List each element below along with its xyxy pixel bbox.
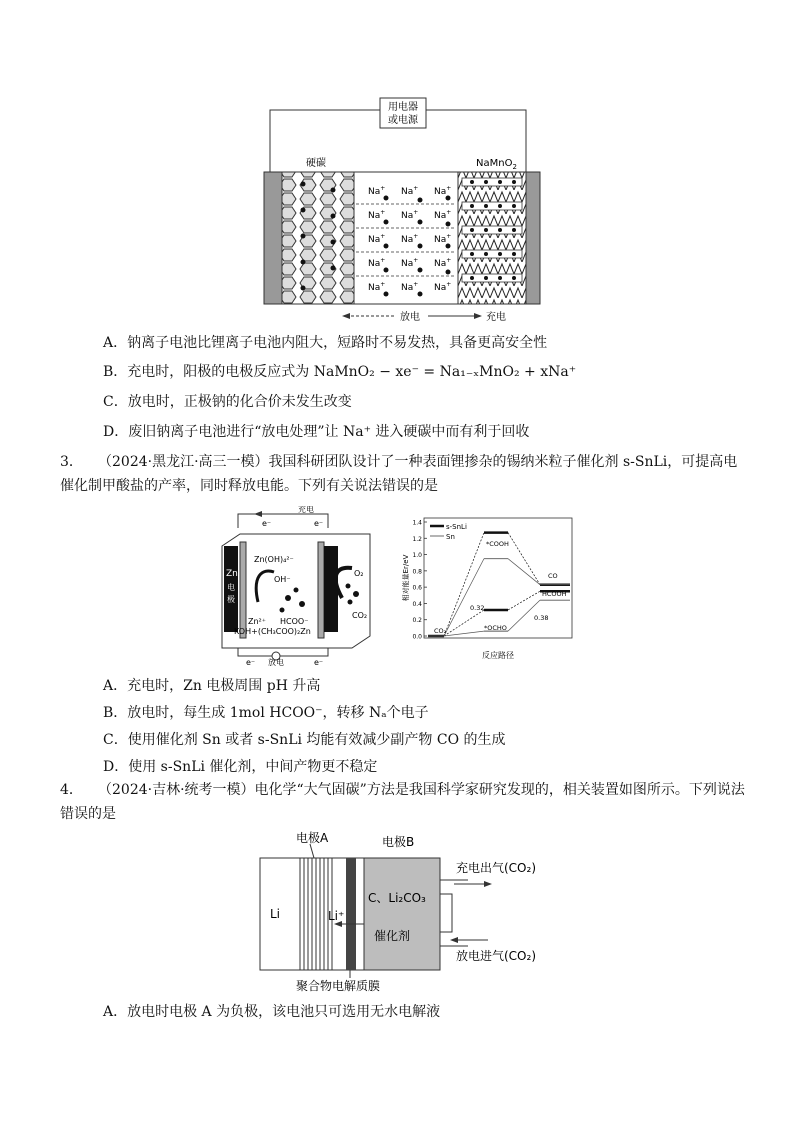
co2-label: CO₂ — [352, 611, 368, 620]
x-axis-label: 反应路径 — [482, 651, 514, 660]
electron-label: e⁻ — [314, 519, 324, 528]
electrolyte-label: KOH+(CH₃COO)₂Zn — [234, 627, 311, 636]
na-ion: Na+ — [434, 185, 452, 197]
na-ion: Na+ — [368, 233, 386, 245]
charge-out-label: 充电出气(CO₂) — [456, 861, 536, 875]
discharge-label: 放电 — [400, 312, 420, 323]
na-ion: Na+ — [401, 233, 419, 245]
na-ion: Na+ — [434, 281, 452, 293]
na-ion: Na+ — [401, 281, 419, 293]
discharge-in-label: 放电进气(CO₂) — [456, 949, 536, 963]
question-text: （2024·黑龙江·高三一模）我国科研团队设计了一种表面锂掺杂的锡纳米粒子催化剂 s-SnLi，可提高电催化制甲酸盐的产率，同时释放电能。下列有关说法错误的是 — [60, 454, 738, 494]
chart-annotation: 0.38 — [534, 614, 549, 622]
figure-sodium-battery — [258, 94, 548, 326]
q2-option-b: B．充电时，阳极的电极反应式为 NaMnO₂ − xe⁻ = Na₁₋ₓMnO₂ + xNa⁺ — [103, 364, 577, 380]
chart-annotation: CO — [548, 572, 558, 580]
y-axis-label: 相对能量Er/eV — [402, 554, 410, 602]
chart-annotation: *OCHO — [484, 624, 507, 632]
na-ion: Na+ — [368, 209, 386, 221]
na-ion: Na+ — [368, 281, 386, 293]
chart-annotation: CO₂ — [434, 627, 447, 635]
electron-label: e⁻ — [246, 658, 256, 666]
charge-label: 充电 — [486, 312, 506, 323]
y-tick-label: 1.2 — [412, 535, 422, 543]
y-tick-label: 1.4 — [412, 519, 422, 527]
y-tick-label: 0.8 — [412, 568, 422, 576]
na-ion: Na+ — [401, 209, 419, 221]
legend-s-snli: s-SnLi — [446, 523, 467, 531]
chart-annotation: 0.32 — [470, 604, 485, 612]
membrane-label: 聚合物电解质膜 — [296, 979, 381, 993]
na-ion: Na+ — [434, 257, 452, 269]
electrode-b-label: 电极B — [382, 835, 415, 849]
q3-option-c: C．使用催化剂 Sn 或者 s-SnLi 均能有效减少副产物 CO 的生成 — [103, 732, 506, 748]
hcoo-label: HCOO⁻ — [280, 617, 309, 626]
y-tick-label: 0.6 — [412, 584, 422, 592]
na-ion: Na+ — [368, 257, 386, 269]
q2-option-a: A．钠离子电池比锂离子电池内阻大，短路时不易发热，具备更高安全性 — [103, 335, 548, 351]
y-tick-label: 0.4 — [412, 600, 422, 608]
q2-option-c: C．放电时，正极钠的化合价未发生改变 — [103, 394, 352, 410]
namno2-label: NaMnO$_2$ — [476, 158, 517, 171]
device-label-2: 或电源 — [388, 115, 418, 126]
zn-label: Zn — [226, 569, 238, 579]
question-text: （2024·吉林·统考一模）电化学“大气固碳”方法是我国科学家研究发现的，相关装置如图所示。下列说法错误的是 — [60, 782, 745, 822]
energy-chart-svg — [400, 512, 576, 662]
electrode-label-1: 电 — [227, 583, 235, 592]
li-label: Li — [270, 907, 281, 921]
electron-label: e⁻ — [314, 658, 324, 666]
y-tick-label: 1.0 — [412, 552, 422, 560]
question-3 — [60, 450, 750, 498]
question-number: 4． — [60, 782, 83, 798]
device-label-1: 用电器 — [388, 102, 418, 113]
q3-option-a: A．充电时，Zn 电极周围 pH 升高 — [103, 678, 321, 694]
legend-sn: Sn — [446, 533, 455, 541]
na-ion: Na+ — [368, 185, 386, 197]
electron-label: e⁻ — [262, 519, 272, 528]
li-ion-label: Li⁺ — [328, 909, 345, 923]
q2-option-d: D．废旧钠离子电池进行“放电处理”让 Na⁺ 进入硬碳中而有利于回收 — [103, 424, 530, 440]
na-ion: Na+ — [434, 209, 452, 221]
cathode-material-label: C、Li₂CO₃ — [368, 891, 426, 905]
zn2-label: Zn²⁺ — [248, 617, 266, 626]
energy-chart — [400, 512, 576, 662]
q3-option-d: D．使用 s-SnLi 催化剂，中间产物更不稳定 — [103, 759, 378, 775]
hard-carbon-label: 硬碳 — [306, 158, 326, 169]
figure-zn-battery — [218, 506, 390, 666]
question-4 — [60, 778, 750, 826]
chart-annotation: HCOOH — [542, 590, 567, 598]
discharge-label: 放电 — [268, 658, 284, 666]
na-ion: Na+ — [434, 233, 452, 245]
q4-option-a: A．放电时电极 A 为负极，该电池只可选用无水电解液 — [103, 1004, 441, 1020]
catalyst-label: 催化剂 — [374, 929, 411, 943]
y-tick-label: 0.0 — [412, 633, 422, 641]
o2-label: O₂ — [354, 569, 364, 578]
figure-li-co2-battery — [256, 828, 576, 994]
q3-option-b: B．放电时，每生成 1mol HCOO⁻，转移 Nₐ个电子 — [103, 705, 429, 721]
na-ion: Na+ — [401, 257, 419, 269]
oh-label: OH⁻ — [274, 575, 291, 584]
electrode-a-label: 电极A — [296, 831, 329, 845]
y-tick-label: 0.2 — [412, 617, 422, 625]
question-number: 3． — [60, 454, 83, 470]
electrode-label-2: 极 — [227, 595, 235, 604]
charge-label: 充电 — [298, 506, 314, 514]
chart-annotation: *COOH — [486, 540, 509, 548]
na-ion: Na+ — [401, 185, 419, 197]
zincate-label: Zn(OH)₄²⁻ — [254, 555, 294, 564]
